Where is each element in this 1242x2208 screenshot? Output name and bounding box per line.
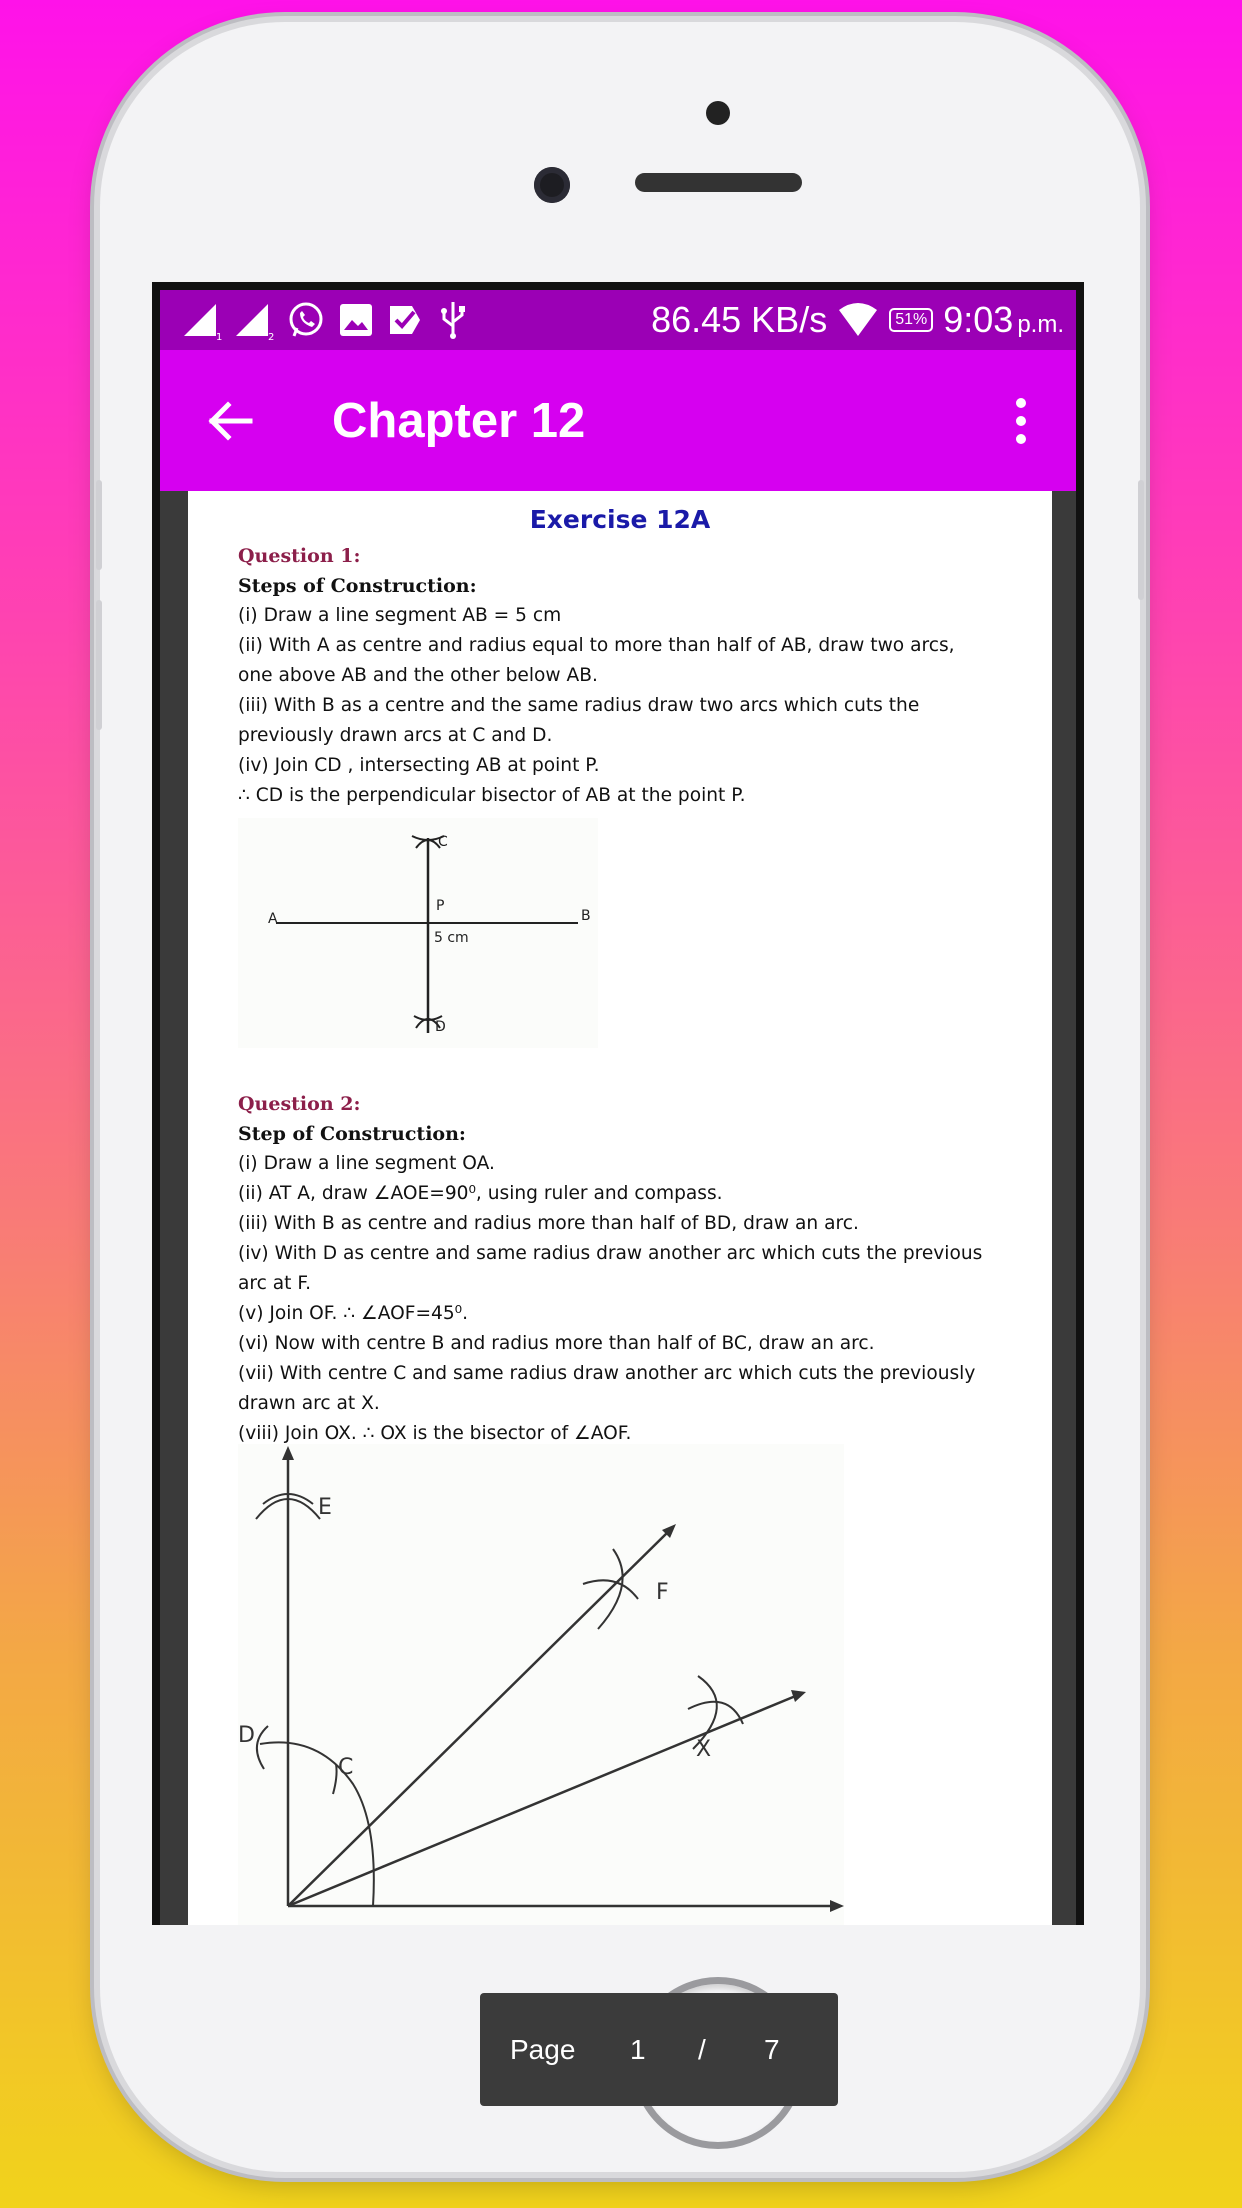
status-bar — [160, 290, 1076, 350]
page-title: Chapter 12 — [332, 393, 586, 448]
question-2 — [238, 1089, 1018, 1449]
label-length: 5 cm — [434, 930, 469, 946]
label-f: F — [656, 1580, 669, 1605]
pdf-page[interactable] — [188, 491, 1052, 2065]
network-speed: 86.45 KB/s — [651, 299, 828, 340]
q1-step-line: previously drawn arcs at C and D. — [238, 725, 553, 746]
front-camera — [534, 167, 570, 203]
svg-text:2: 2 — [268, 332, 275, 343]
question-1 — [238, 541, 1018, 811]
q2-step-line: drawn arc at X. — [238, 1393, 380, 1414]
more-vertical-icon[interactable] — [1006, 391, 1036, 451]
question-2-title: Question 2: — [238, 1093, 361, 1115]
page-label: Page — [510, 2033, 576, 2065]
label-x: X — [696, 1737, 712, 1762]
proximity-sensor — [706, 101, 730, 125]
q2-step-line: (viii) Join OX. ∴ OX is the bisector of ∠AOF. — [238, 1423, 632, 1444]
q2-step-line: (vii) With centre C and same radius draw another arc which cuts the previously — [238, 1363, 976, 1384]
q1-step-line: (ii) With A as centre and radius equal to more than half of AB, draw two arcs, — [238, 635, 955, 656]
question-2-steps-title: Step of Construction: — [238, 1123, 466, 1145]
battery-icon: 51% — [889, 308, 933, 332]
image-icon — [338, 302, 374, 338]
side-button[interactable] — [96, 480, 102, 570]
angle-bisector-figure — [238, 1444, 844, 1925]
label-e: E — [318, 1495, 332, 1520]
arrow-left-icon — [206, 401, 254, 441]
label-b: B — [581, 908, 591, 924]
signal-1-icon — [182, 300, 223, 343]
whatsapp-icon — [286, 300, 326, 340]
q2-step-line: (iii) With B as centre and radius more than half of BD, draw an arc. — [238, 1213, 859, 1234]
clock: 9:03 p.m. — [943, 299, 1064, 340]
exercise-title: Exercise 12A — [529, 505, 711, 534]
label-d: D — [435, 1019, 446, 1035]
wifi-icon — [837, 302, 879, 338]
q1-step-line: (iii) With B as a centre and the same radius draw two arcs which cuts the — [238, 695, 920, 716]
phone-screen — [152, 282, 1084, 2065]
q2-step-line: arc at F. — [238, 1273, 311, 1294]
perpendicular-bisector-figure — [238, 818, 598, 1048]
task-icon — [386, 302, 424, 338]
app-bar — [160, 350, 1076, 491]
power-button[interactable] — [1138, 480, 1144, 600]
label-d: D — [238, 1723, 255, 1748]
label-a: A — [268, 911, 278, 927]
q1-step-line: ∴ CD is the perpendicular bisector of AB at the point P. — [238, 785, 746, 806]
label-c: C — [438, 834, 448, 850]
q1-step-line: (i) Draw a line segment AB = 5 cm — [238, 605, 562, 626]
current-page: 1 — [630, 2033, 646, 2065]
back-button[interactable] — [200, 391, 260, 451]
svg-text:1: 1 — [216, 332, 223, 343]
question-1-title: Question 1: — [238, 545, 361, 567]
label-c: C — [338, 1755, 354, 1780]
q2-step-line: (i) Draw a line segment OA. — [238, 1153, 495, 1174]
earpiece-speaker — [635, 173, 802, 192]
signal-2-icon — [234, 300, 275, 343]
q1-step-line: (iv) Join CD , intersecting AB at point P. — [238, 755, 600, 776]
q2-step-line: (iv) With D as centre and same radius draw another arc which cuts the previous — [238, 1243, 983, 1264]
question-1-steps-title: Steps of Construction: — [238, 575, 477, 597]
q1-step-line: one above AB and the other below AB. — [238, 665, 598, 686]
volume-button[interactable] — [96, 600, 102, 730]
total-pages: 7 — [764, 2033, 780, 2065]
q2-step-line: (v) Join OF. ∴ ∠AOF=45⁰. — [238, 1303, 469, 1324]
q2-step-line: (ii) AT A, draw ∠AOE=90⁰, using ruler and compass. — [238, 1183, 723, 1204]
page-indicator — [480, 1993, 838, 2106]
usb-icon — [436, 300, 470, 340]
q2-step-line: (vi) Now with centre B and radius more than half of BC, draw an arc. — [238, 1333, 875, 1354]
label-p: P — [436, 898, 445, 914]
page-separator: / — [698, 2033, 706, 2065]
